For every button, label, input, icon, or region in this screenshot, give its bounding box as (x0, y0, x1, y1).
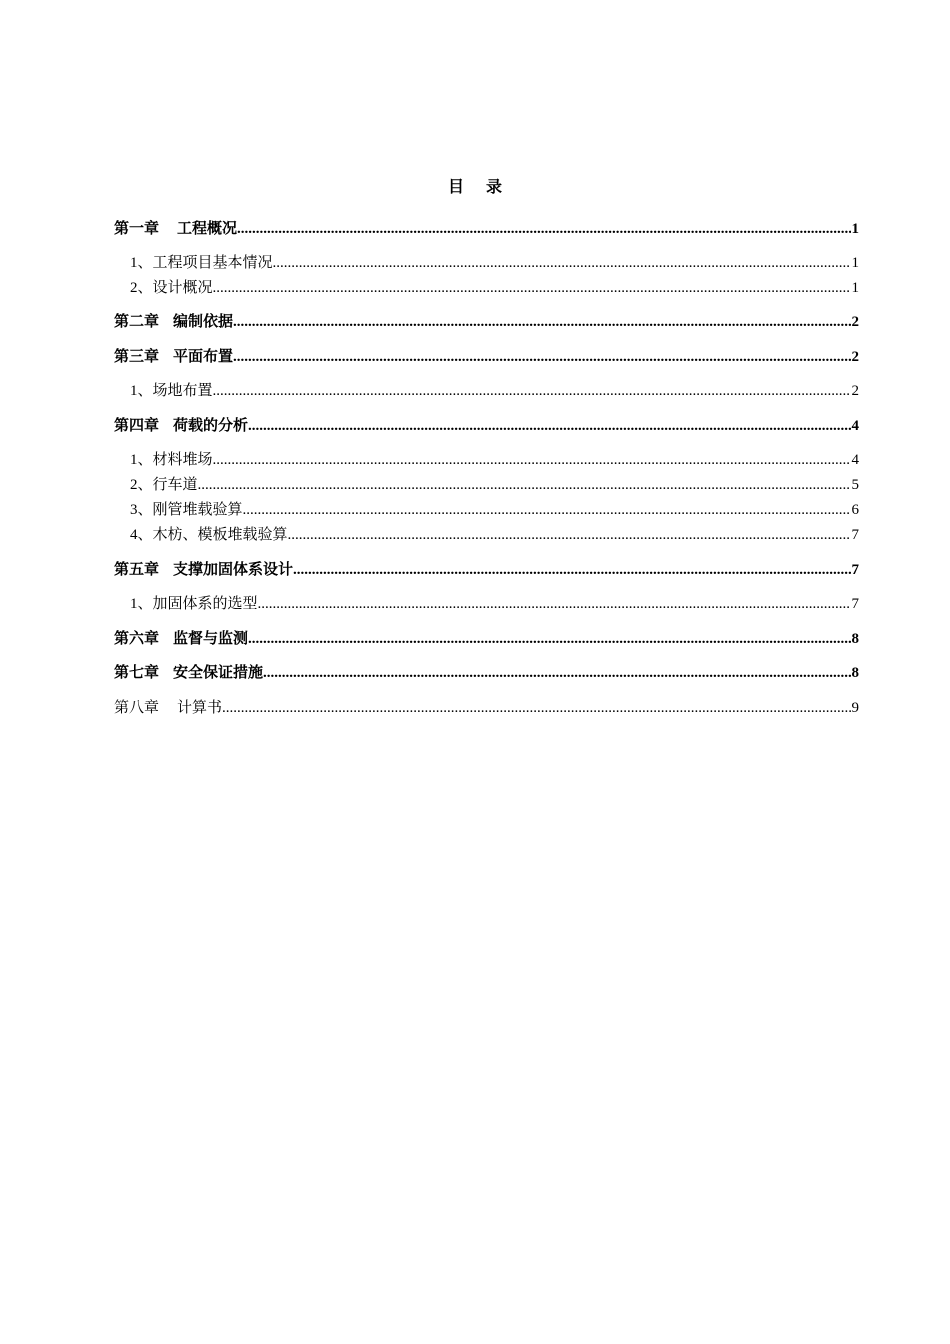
toc-entry-page: 2 (851, 349, 859, 365)
toc-entry-title: 安全保证措施 (173, 665, 264, 681)
toc-entry-number: 第一章 (114, 221, 160, 237)
toc-leader-dots (198, 474, 851, 496)
toc-entry-page: 7 (851, 527, 859, 543)
toc-entry-page: 1 (851, 221, 859, 237)
toc-entry-chapter-1[interactable] (114, 218, 859, 240)
toc-entry-page: 7 (851, 562, 859, 578)
toc-leader-dots (233, 346, 850, 368)
toc-entry-title: 材料堆场 (152, 452, 213, 468)
toc-entry-title: 监督与监测 (173, 631, 249, 647)
toc-entry-page: 9 (851, 700, 859, 716)
toc-entry-page: 4 (851, 452, 859, 468)
toc-entry-title: 刚管堆载验算 (152, 502, 243, 518)
toc-entry-section-4-2[interactable] (114, 474, 859, 496)
toc-entry-number: 4、 (130, 527, 153, 543)
toc-entry-page: 2 (851, 314, 859, 330)
toc-entry-chapter-2[interactable] (114, 311, 859, 333)
toc-entry-chapter-6[interactable] (114, 628, 859, 650)
toc-entry-page: 8 (851, 631, 859, 647)
toc-entry-page: 8 (851, 665, 859, 681)
toc-entry-section-4-1[interactable] (114, 449, 859, 471)
toc-entry-number: 2、 (130, 477, 153, 493)
toc-entry-section-4-3[interactable] (114, 499, 859, 521)
toc-entry-chapter-8[interactable] (114, 697, 859, 719)
toc-leader-dots (263, 662, 850, 684)
toc-entry-section-3-1[interactable] (114, 380, 859, 402)
toc-leader-dots (233, 311, 850, 333)
toc-entry-section-1-1[interactable] (114, 252, 859, 274)
toc-leader-dots (213, 380, 851, 402)
toc-title (0, 174, 950, 197)
toc-entry-number: 第五章 (114, 562, 160, 578)
toc-entry-title: 场地布置 (152, 383, 213, 399)
toc-entry-chapter-4[interactable] (114, 415, 859, 437)
toc-entry-chapter-5[interactable] (114, 559, 859, 581)
toc-entry-title: 支撑加固体系设计 (173, 562, 294, 578)
toc-entry-title: 计算书 (177, 700, 223, 716)
toc-leader-dots (293, 559, 850, 581)
toc-leader-dots (248, 415, 850, 437)
toc-entry-section-5-1[interactable] (114, 593, 859, 615)
toc-entry-number: 1、 (130, 596, 153, 612)
toc-leader-dots (222, 697, 850, 719)
toc-entry-section-4-4[interactable] (114, 524, 859, 546)
toc-entry-number: 第八章 (114, 700, 160, 716)
toc-entry-number: 第七章 (114, 665, 160, 681)
toc-leader-dots (213, 277, 851, 299)
toc-entry-title: 工程概况 (177, 221, 238, 237)
toc-entry-number: 1、 (130, 452, 153, 468)
toc-entry-number: 第四章 (114, 418, 160, 434)
toc-entry-title: 行车道 (152, 477, 198, 493)
toc-entry-page: 4 (851, 418, 859, 434)
toc-entry-page: 2 (851, 383, 859, 399)
toc-leader-dots (213, 449, 851, 471)
toc-entry-page: 1 (851, 280, 859, 296)
toc-entry-section-1-2[interactable] (114, 277, 859, 299)
toc-leader-dots (258, 593, 851, 615)
toc-leader-dots (288, 524, 851, 546)
toc-leader-dots (273, 252, 851, 274)
toc-entry-title: 平面布置 (173, 349, 234, 365)
toc-entry-number: 1、 (130, 383, 153, 399)
toc-entry-title: 编制依据 (173, 314, 234, 330)
toc-entry-title: 工程项目基本情况 (152, 255, 273, 271)
toc-entry-page: 5 (851, 477, 859, 493)
toc-entry-number: 第二章 (114, 314, 160, 330)
toc-entry-number: 1、 (130, 255, 153, 271)
toc-leader-dots (237, 218, 850, 240)
toc-title-char-2: 录 (486, 179, 503, 196)
toc-entry-number: 第六章 (114, 631, 160, 647)
toc-entry-page: 6 (851, 502, 859, 518)
toc-entry-page: 1 (851, 255, 859, 271)
toc-entry-page: 7 (851, 596, 859, 612)
toc-entry-title: 加固体系的选型 (152, 596, 258, 612)
toc-title-char-1: 目 (447, 179, 464, 196)
toc-entry-title: 设计概况 (152, 280, 213, 296)
toc-entry-chapter-7[interactable] (114, 662, 859, 684)
toc-entry-number: 第三章 (114, 349, 160, 365)
toc-leader-dots (248, 628, 850, 650)
toc-leader-dots (243, 499, 851, 521)
toc-entry-number: 2、 (130, 280, 153, 296)
toc-entry-title: 木枋、模板堆载验算 (152, 527, 288, 543)
toc-entry-chapter-3[interactable] (114, 346, 859, 368)
toc-entry-number: 3、 (130, 502, 153, 518)
toc-entry-title: 荷载的分析 (173, 418, 249, 434)
